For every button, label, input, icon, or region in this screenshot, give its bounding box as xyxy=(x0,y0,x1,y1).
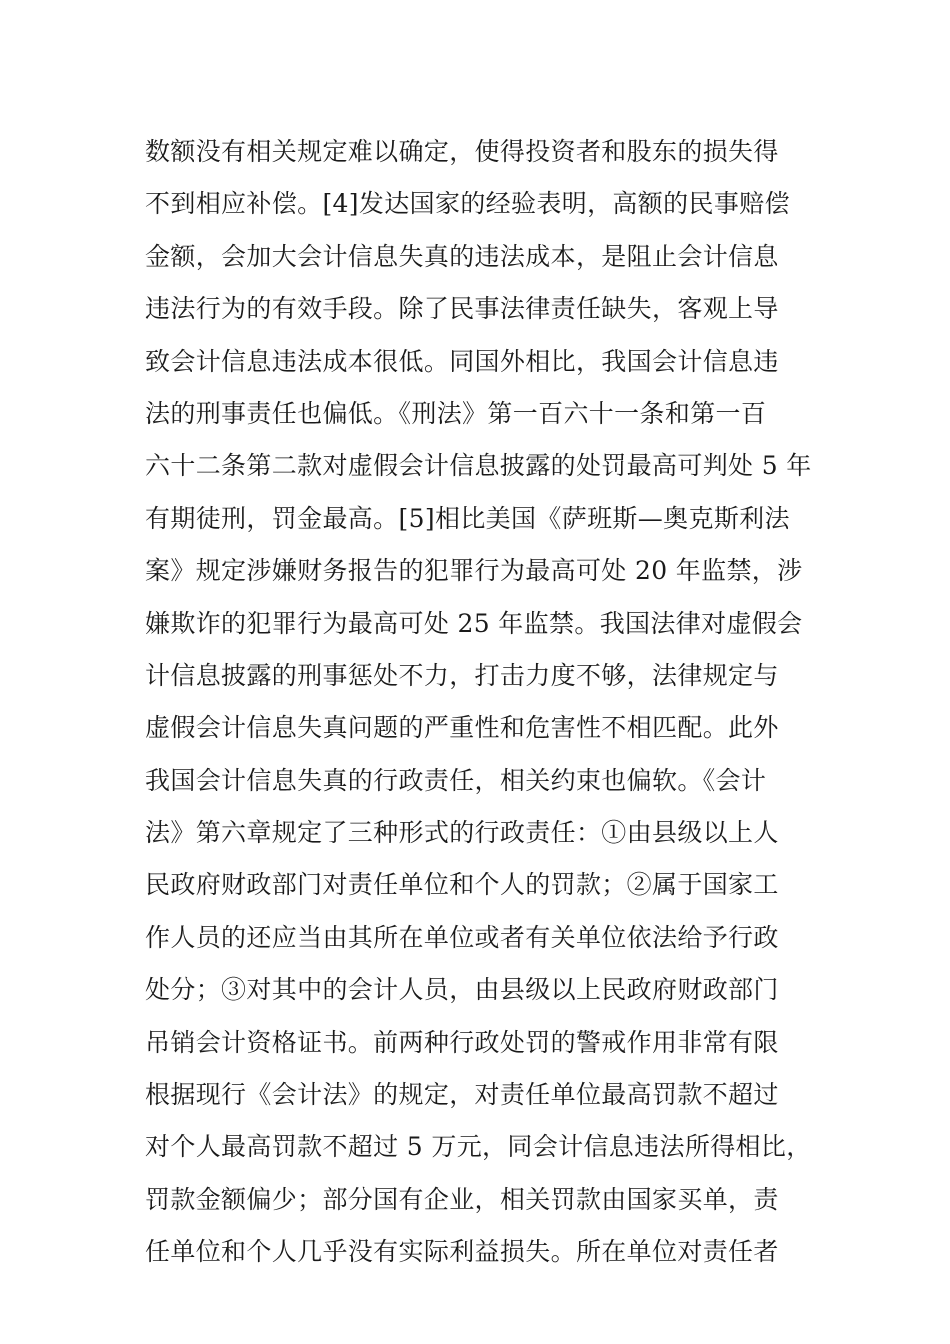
text-line-16: 作人员的还应当由其所在单位或者有关单位依法给予行政 xyxy=(145,922,779,952)
text-line-9: 案》规定涉嫌财务报告的犯罪行为最高可处 20 年监禁，涉 xyxy=(145,556,803,586)
text-line-3: 金额，会加大会计信息失真的违法成本，是阻止会计信息 xyxy=(145,241,779,271)
text-line-18: 吊销会计资格证书。前两种行政处罚的警戒作用非常有限 xyxy=(145,1027,779,1057)
text-line-10: 嫌欺诈的犯罪行为最高可处 25 年监禁。我国法律对虚假会 xyxy=(145,608,803,638)
text-line-22: 任单位和个人几乎没有实际利益损失。所在单位对责任者 xyxy=(145,1237,779,1267)
text-line-7: 六十二条第二款对虚假会计信息披露的处罚最高可判处 5 年 xyxy=(145,451,812,481)
text-line-19: 根据现行《会计法》的规定，对责任单位最高罚款不超过 xyxy=(145,1080,779,1110)
text-line-14: 法》第六章规定了三种形式的行政责任：①由县级以上人 xyxy=(145,818,779,848)
text-line-20: 对个人最高罚款不超过 5 万元，同会计信息违法所得相比， xyxy=(145,1132,812,1162)
text-line-6: 法的刑事责任也偏低。《刑法》第一百六十一条和第一百 xyxy=(145,398,767,428)
body-text xyxy=(145,126,825,1279)
text-line-11: 计信息披露的刑事惩处不力，打击力度不够，法律规定与 xyxy=(145,660,779,690)
text-line-8: 有期徒刑，罚金最高。[5]相比美国《萨班斯—奥克斯利法 xyxy=(145,503,790,533)
text-line-12: 虚假会计信息失真问题的严重性和危害性不相匹配。此外 xyxy=(145,713,779,743)
text-line-2: 不到相应补偿。[4]发达国家的经验表明，高额的民事赔偿 xyxy=(145,189,790,219)
text-line-17: 处分；③对其中的会计人员，由县级以上民政府财政部门 xyxy=(145,975,779,1005)
text-line-5: 致会计信息违法成本很低。同国外相比，我国会计信息违 xyxy=(145,346,779,376)
text-line-1: 数额没有相关规定难以确定，使得投资者和股东的损失得 xyxy=(145,137,779,166)
text-line-13: 我国会计信息失真的行政责任，相关约束也偏软。《会计 xyxy=(145,765,767,795)
text-line-4: 违法行为的有效手段。除了民事法律责任缺失，客观上导 xyxy=(145,294,779,324)
text-line-15: 民政府财政部门对责任单位和个人的罚款；②属于国家工 xyxy=(145,870,779,900)
text-line-21: 罚款金额偏少；部分国有企业，相关罚款由国家买单，责 xyxy=(145,1184,779,1214)
